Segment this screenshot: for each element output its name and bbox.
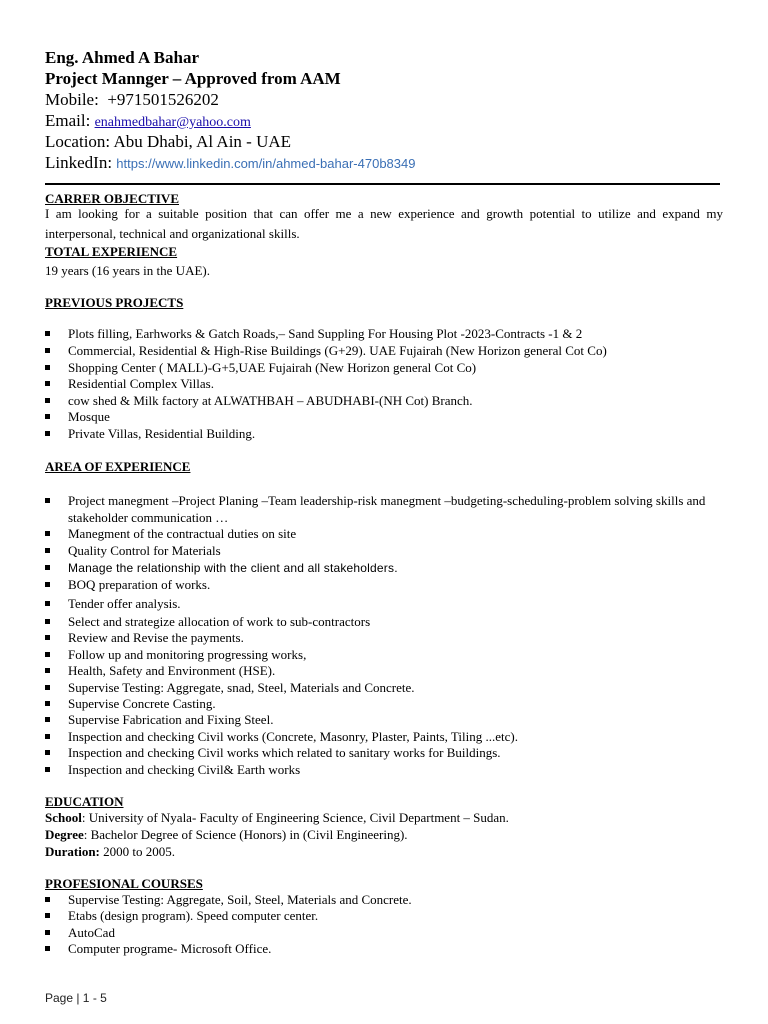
linkedin-link[interactable]: https://www.linkedin.com/in/ahmed-bahar-470b8349 — [116, 156, 416, 171]
objective-heading: CARRER OBJECTIVE — [45, 191, 179, 206]
candidate-role: Project Mannger – Approved from AAM — [45, 69, 341, 88]
bullet-icon — [45, 946, 50, 951]
page-number: Page | 1 - 5 — [45, 991, 107, 1005]
experience-text: 19 years (16 years in the UAE). — [45, 263, 210, 278]
projects-heading: PREVIOUS PROJECTS — [45, 295, 184, 310]
bullet-icon — [45, 582, 50, 587]
bullet-icon — [45, 930, 50, 935]
bullet-icon — [45, 668, 50, 673]
school-label: School — [45, 810, 82, 825]
school-value: : University of Nyala- Faculty of Engineering Science, Civil Department – Sudan. — [81, 810, 509, 825]
linkedin-line — [45, 154, 415, 171]
header-divider — [45, 183, 720, 185]
bullet-icon — [45, 734, 50, 739]
experience-heading: TOTAL EXPERIENCE — [45, 244, 178, 259]
bullet-icon — [45, 750, 50, 755]
duration-value: 2000 to 2005. — [99, 844, 176, 859]
bullet-icon — [45, 414, 50, 419]
location-line — [45, 133, 291, 150]
bullet-icon — [45, 531, 50, 536]
candidate-name: Eng. Ahmed A Bahar — [45, 48, 199, 67]
resume-page: Eng. Ahmed A Bahar Project Mannger – Approved from AAM Mobile: +971501526202 Email: enahmedbahar@yahoo.com Location: Abu Dhabi, Al Ain - UAE LinkedIn: https://www.linkedin.com/in/ahmed-bahar-470b8349 CARRER OBJECTIVE I am looking for a suitable position that can offer me a new experience and growth potential to utilize and expand my interpersonal, technical and organizational skills. TOTAL EXPERIENCE 19 years (16 years in the UAE). PREVIOUS PROJECTS Plots filling, Earhworks & Gatch Roads,– Sand Suppling For Housing Plot -2023-Contracts -1 & 2 Commercial, Residential & High-Rise Buildings (G+29). UAE Fujairah (New Horizon general Cot Co) Shopping Center ( MALL)-G+5,UAE Fujairah (New Horizon general Cot Co) Residential Complex Villas. cow shed & Milk factory at ALWATHBAH – ABUDHABI-(NH Cot) Branch. Mosque Private Villas, Residential Building. AREA OF EXPERIENCE Project manegment –Project Planing –Team leadership-risk manegment –budgeting-scheduling-problem solving skills and stakeholder communication … Manegment of the contractual duties on site Quality Control for Materials Manage the relationship with the client and all stakeholders. BOQ preparation of works. Tender offer analysis. Select and strategize allocation of work to sub-contractors Review and Revise the payments. Follow up and monitoring progressing works, Health, Safety and Environment (HSE). Supervise Testing: Aggregate, snad, Steel, Materials and Concrete. Supervise Concrete Casting. Supervise Fabrication and Fixing Steel. Inspection and checking Civil works (Concrete, Masonry, Plaster, Paints, Tiling ...etc). Inspection and checking Civil works which related to sanitary works for Buildings. Inspection and checking Civil& Earth works EDUCATION School: University of Nyala- Faculty of Engineering Science, Civil Department – Sudan. Degree: Bachelor Degree of Science (Honors) in (Civil Engineering). Duration: 2000 to 2005. PROFESIONAL COURSES Supervise Testing: Aggregate, Soil, Steel, Materials and Concrete. Etabs (design program). Speed computer center. AutoCad Computer programe- Microsoft Office. Page | 1 - 5 — [45, 48, 723, 1005]
areas-heading: AREA OF EXPERIENCE — [45, 459, 191, 474]
mobile-number: +971501526202 — [107, 90, 219, 109]
duration-label: Duration: — [45, 844, 100, 859]
bullet-icon — [45, 913, 50, 918]
email-link[interactable]: enahmedbahar@yahoo.com — [94, 115, 251, 130]
education-degree — [45, 828, 408, 841]
location-value: Abu Dhabi, Al Ain - UAE — [113, 132, 292, 151]
education-duration — [45, 845, 175, 858]
bullet-icon — [45, 717, 50, 722]
bullet-icon — [45, 348, 50, 353]
bullet-icon — [45, 685, 50, 690]
bullet-icon — [45, 498, 50, 503]
linkedin-label: LinkedIn: — [45, 153, 113, 172]
mobile-label: Mobile: — [45, 90, 99, 109]
objective-text: I am looking for a suitable position that can offer me a new experience and growth potential to utilize and expand my interpersonal, technical and organizational skills. — [45, 206, 723, 241]
bullet-icon — [45, 619, 50, 624]
email-line — [45, 112, 251, 130]
education-school — [45, 811, 509, 824]
location-label: Location: — [45, 132, 111, 151]
bullet-icon — [45, 365, 50, 370]
degree-value: : Bachelor Degree of Science (Honors) in (Civil Engineering). — [83, 827, 408, 842]
bullet-icon — [45, 398, 50, 403]
bullet-icon — [45, 767, 50, 772]
degree-label: Degree — [45, 827, 84, 842]
mobile-line — [45, 91, 219, 108]
bullet-icon — [45, 565, 50, 570]
bullet-icon — [45, 601, 50, 606]
bullet-icon — [45, 431, 50, 436]
education-heading: EDUCATION — [45, 794, 124, 809]
bullet-icon — [45, 331, 50, 336]
bullet-icon — [45, 548, 50, 553]
bullet-icon — [45, 635, 50, 640]
email-label: Email: — [45, 111, 91, 130]
bullet-icon — [45, 381, 50, 386]
courses-heading: PROFESIONAL COURSES — [45, 876, 203, 891]
bullet-icon — [45, 897, 50, 902]
bullet-icon — [45, 652, 50, 657]
bullet-icon — [45, 701, 50, 706]
